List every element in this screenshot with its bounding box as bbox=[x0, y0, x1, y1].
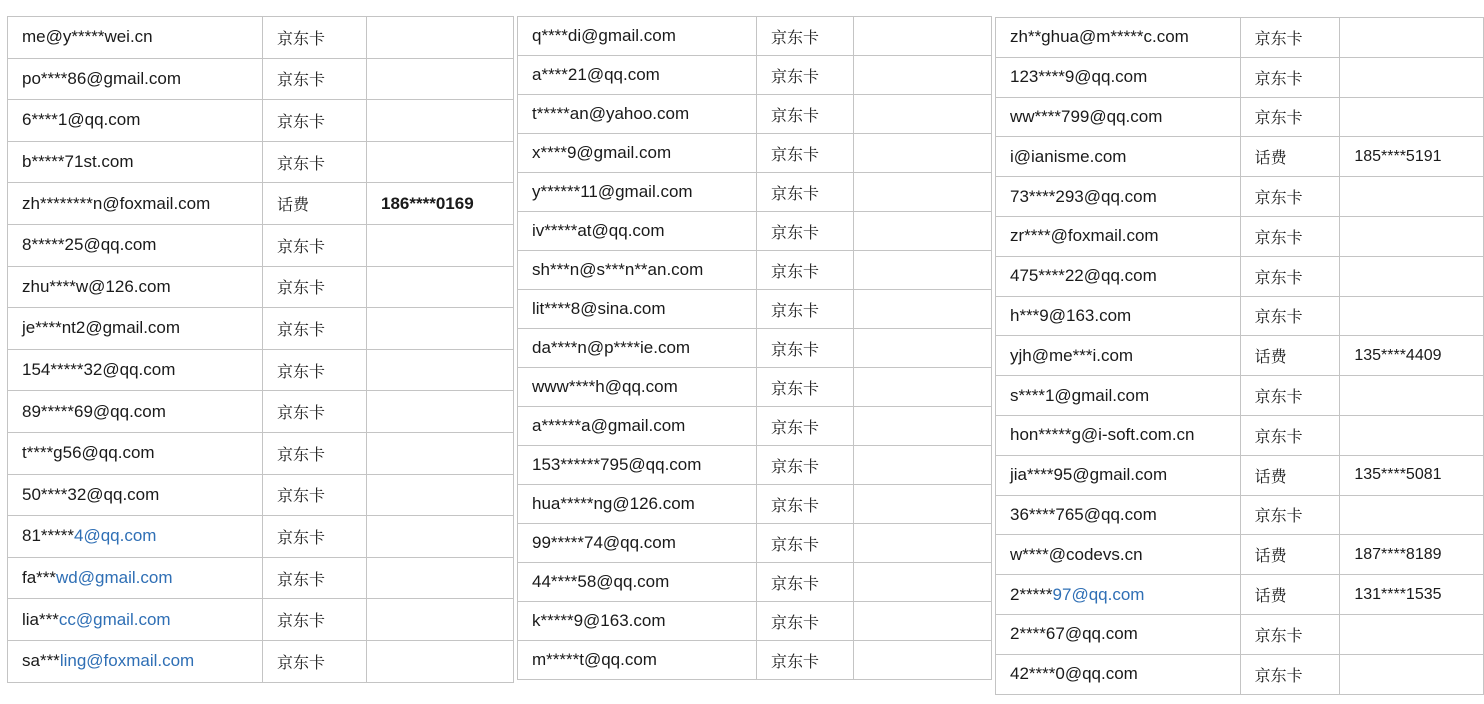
phone-cell bbox=[854, 329, 992, 368]
prize-type-cell: 京东卡 bbox=[757, 524, 854, 563]
email-text: 81***** bbox=[22, 526, 74, 546]
email-text: 123****9@qq.com bbox=[1010, 67, 1148, 87]
table-row bbox=[8, 141, 514, 183]
email-cell bbox=[996, 415, 1241, 455]
prize-type-cell: 京东卡 bbox=[1240, 376, 1340, 416]
email-text: i@ianisme.com bbox=[1010, 146, 1127, 166]
table-row bbox=[518, 56, 992, 95]
table-row bbox=[518, 290, 992, 329]
phone-cell bbox=[1340, 654, 1484, 694]
table-row bbox=[518, 173, 992, 212]
email-text: t****g56@qq.com bbox=[22, 443, 155, 463]
prize-type-cell: 京东卡 bbox=[263, 141, 367, 183]
table-row bbox=[996, 216, 1484, 256]
prize-type-cell: 京东卡 bbox=[757, 212, 854, 251]
prize-type-cell: 京东卡 bbox=[263, 349, 367, 391]
email-text: 2***** bbox=[1010, 584, 1053, 604]
email-cell bbox=[996, 614, 1241, 654]
email-text: 89*****69@qq.com bbox=[22, 401, 166, 421]
email-text: je****nt2@gmail.com bbox=[22, 318, 181, 338]
prize-type-cell: 京东卡 bbox=[757, 407, 854, 446]
prize-type-cell: 京东卡 bbox=[1240, 296, 1340, 336]
phone-cell bbox=[854, 212, 992, 251]
email-cell bbox=[518, 134, 757, 173]
phone-cell bbox=[1340, 614, 1484, 654]
prize-type-cell: 京东卡 bbox=[757, 563, 854, 602]
email-cell bbox=[518, 485, 757, 524]
phone-cell bbox=[854, 641, 992, 680]
email-text: k*****9@163.com bbox=[532, 611, 666, 630]
email-text: q****di@gmail.com bbox=[532, 26, 676, 45]
prize-type-cell: 京东卡 bbox=[757, 602, 854, 641]
phone-cell bbox=[1340, 376, 1484, 416]
table-row bbox=[518, 485, 992, 524]
prize-type-cell: 京东卡 bbox=[263, 432, 367, 474]
phone-cell bbox=[367, 17, 514, 59]
email-cell bbox=[8, 599, 263, 641]
email-text: 50****32@qq.com bbox=[22, 484, 160, 504]
table-row bbox=[8, 58, 514, 100]
prize-type-cell: 京东卡 bbox=[263, 308, 367, 350]
table-row bbox=[996, 535, 1484, 575]
table-row bbox=[8, 100, 514, 142]
email-text: hon*****g@i-soft.com.cn bbox=[1010, 425, 1195, 445]
phone-cell bbox=[367, 58, 514, 100]
email-cell bbox=[518, 290, 757, 329]
email-text: zh********n@foxmail.com bbox=[22, 193, 211, 213]
prize-type-cell: 京东卡 bbox=[263, 391, 367, 433]
email-cell bbox=[996, 535, 1241, 575]
email-cell bbox=[518, 641, 757, 680]
phone-cell: 135****4409 bbox=[1340, 336, 1484, 376]
email-text: t*****an@yahoo.com bbox=[532, 104, 690, 123]
prize-type-cell: 京东卡 bbox=[757, 17, 854, 56]
winners-table-3 bbox=[995, 17, 1484, 695]
email-text: 8*****25@qq.com bbox=[22, 235, 157, 255]
winners-table-2 bbox=[517, 16, 992, 680]
phone-cell bbox=[1340, 415, 1484, 455]
email-cell bbox=[518, 446, 757, 485]
table-row bbox=[8, 557, 514, 599]
prize-type-cell: 京东卡 bbox=[263, 474, 367, 516]
table-row bbox=[518, 446, 992, 485]
table-row bbox=[518, 134, 992, 173]
email-cell bbox=[8, 266, 263, 308]
email-cell bbox=[518, 602, 757, 641]
prize-type-cell: 话费 bbox=[1240, 575, 1340, 615]
email-cell bbox=[518, 524, 757, 563]
prize-type-cell: 京东卡 bbox=[1240, 57, 1340, 97]
email-cell bbox=[518, 95, 757, 134]
email-text: x****9@gmail.com bbox=[532, 143, 672, 162]
email-cell bbox=[996, 376, 1241, 416]
email-text: zr****@foxmail.com bbox=[1010, 226, 1159, 246]
table-row bbox=[996, 256, 1484, 296]
phone-cell bbox=[367, 516, 514, 558]
email-cell bbox=[8, 17, 263, 59]
prize-type-cell: 京东卡 bbox=[263, 599, 367, 641]
email-cell bbox=[8, 557, 263, 599]
email-cell bbox=[996, 57, 1241, 97]
phone-cell bbox=[367, 141, 514, 183]
email-cell bbox=[996, 18, 1241, 58]
email-cell bbox=[8, 183, 263, 225]
prize-type-cell: 话费 bbox=[1240, 137, 1340, 177]
email-cell bbox=[996, 654, 1241, 694]
table-row bbox=[8, 432, 514, 474]
prize-type-cell: 京东卡 bbox=[757, 56, 854, 95]
table-row bbox=[996, 97, 1484, 137]
phone-cell bbox=[854, 290, 992, 329]
phone-cell bbox=[367, 640, 514, 682]
email-cell bbox=[996, 336, 1241, 376]
email-cell bbox=[518, 407, 757, 446]
table-row bbox=[996, 296, 1484, 336]
table-row bbox=[996, 575, 1484, 615]
table-row bbox=[996, 614, 1484, 654]
email-text: y******11@gmail.com bbox=[532, 182, 693, 201]
table-body bbox=[996, 18, 1484, 695]
table-row bbox=[518, 95, 992, 134]
table-row bbox=[996, 57, 1484, 97]
prize-type-cell: 京东卡 bbox=[757, 134, 854, 173]
prize-type-cell: 京东卡 bbox=[263, 516, 367, 558]
prize-type-cell: 京东卡 bbox=[263, 17, 367, 59]
email-cell bbox=[8, 391, 263, 433]
email-cell bbox=[996, 216, 1241, 256]
table-row bbox=[8, 474, 514, 516]
email-text: lia*** bbox=[22, 609, 59, 629]
table-row bbox=[8, 266, 514, 308]
email-text: m*****t@qq.com bbox=[532, 650, 657, 669]
table-row bbox=[8, 516, 514, 558]
prize-type-cell: 京东卡 bbox=[1240, 495, 1340, 535]
phone-cell bbox=[854, 95, 992, 134]
email-cell bbox=[518, 251, 757, 290]
prize-type-cell: 京东卡 bbox=[757, 173, 854, 212]
table-row bbox=[8, 224, 514, 266]
prize-type-cell: 京东卡 bbox=[757, 485, 854, 524]
email-cell bbox=[8, 58, 263, 100]
email-cell bbox=[996, 97, 1241, 137]
email-text: a******a@gmail.com bbox=[532, 416, 686, 435]
email-cell bbox=[518, 17, 757, 56]
phone-cell bbox=[367, 100, 514, 142]
table-row bbox=[996, 654, 1484, 694]
email-link[interactable]: wd@gmail.com bbox=[56, 568, 173, 588]
winners-table-1 bbox=[7, 16, 514, 683]
prize-type-cell: 京东卡 bbox=[1240, 415, 1340, 455]
table-row bbox=[996, 177, 1484, 217]
table-row bbox=[518, 563, 992, 602]
email-text: a****21@qq.com bbox=[532, 65, 660, 84]
email-text: iv*****at@qq.com bbox=[532, 221, 665, 240]
email-link[interactable]: 97@qq.com bbox=[1052, 584, 1145, 604]
phone-cell bbox=[854, 446, 992, 485]
phone-cell bbox=[854, 134, 992, 173]
email-cell bbox=[518, 173, 757, 212]
email-link[interactable]: cc@gmail.com bbox=[58, 609, 171, 629]
phone-cell bbox=[854, 173, 992, 212]
table-row bbox=[996, 376, 1484, 416]
prize-type-cell: 京东卡 bbox=[757, 329, 854, 368]
phone-cell: 187****8189 bbox=[1340, 535, 1484, 575]
prize-type-cell: 京东卡 bbox=[757, 446, 854, 485]
table-row bbox=[518, 251, 992, 290]
phone-cell bbox=[1340, 256, 1484, 296]
email-cell bbox=[996, 575, 1241, 615]
prize-type-cell: 京东卡 bbox=[1240, 256, 1340, 296]
table-body bbox=[8, 17, 514, 683]
email-text: 2****67@qq.com bbox=[1010, 624, 1138, 644]
email-text: yjh@me***i.com bbox=[1010, 345, 1134, 365]
phone-cell bbox=[854, 56, 992, 95]
prize-type-cell: 京东卡 bbox=[263, 557, 367, 599]
email-text: s****1@gmail.com bbox=[1010, 385, 1150, 405]
prize-type-cell: 京东卡 bbox=[757, 368, 854, 407]
table-row bbox=[518, 602, 992, 641]
email-cell bbox=[8, 474, 263, 516]
table-row bbox=[996, 18, 1484, 58]
phone-cell bbox=[854, 602, 992, 641]
email-cell bbox=[8, 432, 263, 474]
phone-cell bbox=[854, 563, 992, 602]
email-text: sh***n@s***n**an.com bbox=[532, 260, 704, 279]
phone-cell bbox=[854, 524, 992, 563]
phone-cell bbox=[367, 391, 514, 433]
phone-cell: 131****1535 bbox=[1340, 575, 1484, 615]
phone-cell bbox=[854, 485, 992, 524]
table-row bbox=[518, 524, 992, 563]
prize-type-cell: 京东卡 bbox=[757, 95, 854, 134]
email-text: w****@codevs.cn bbox=[1010, 544, 1143, 564]
prize-type-cell: 京东卡 bbox=[1240, 18, 1340, 58]
email-text: 6****1@qq.com bbox=[22, 110, 141, 130]
phone-cell bbox=[1340, 57, 1484, 97]
email-cell bbox=[518, 368, 757, 407]
prize-type-cell: 京东卡 bbox=[1240, 654, 1340, 694]
prize-type-cell: 话费 bbox=[1240, 336, 1340, 376]
phone-cell bbox=[1340, 97, 1484, 137]
prize-type-cell: 京东卡 bbox=[1240, 97, 1340, 137]
prize-type-cell: 京东卡 bbox=[263, 100, 367, 142]
prize-type-cell: 话费 bbox=[1240, 455, 1340, 495]
table-row bbox=[518, 212, 992, 251]
email-cell bbox=[8, 141, 263, 183]
email-cell bbox=[518, 563, 757, 602]
email-text: 73****293@qq.com bbox=[1010, 186, 1157, 206]
table-row bbox=[518, 329, 992, 368]
prize-type-cell: 京东卡 bbox=[263, 58, 367, 100]
table-row bbox=[8, 349, 514, 391]
phone-cell bbox=[367, 474, 514, 516]
email-cell bbox=[996, 137, 1241, 177]
email-text: 154*****32@qq.com bbox=[22, 360, 176, 380]
email-text: www****h@qq.com bbox=[532, 377, 678, 396]
email-cell bbox=[996, 177, 1241, 217]
phone-cell bbox=[854, 251, 992, 290]
table-row bbox=[996, 495, 1484, 535]
email-text: lit****8@sina.com bbox=[532, 299, 666, 318]
email-text: 42****0@qq.com bbox=[1010, 664, 1138, 684]
prize-type-cell: 话费 bbox=[1240, 535, 1340, 575]
email-text: 99*****74@qq.com bbox=[532, 533, 676, 552]
phone-cell bbox=[1340, 18, 1484, 58]
email-cell bbox=[8, 640, 263, 682]
email-cell bbox=[996, 455, 1241, 495]
prize-type-cell: 京东卡 bbox=[1240, 177, 1340, 217]
prize-type-cell: 京东卡 bbox=[263, 640, 367, 682]
phone-cell bbox=[367, 224, 514, 266]
table-row bbox=[8, 17, 514, 59]
email-text: 44****58@qq.com bbox=[532, 572, 670, 591]
phone-cell bbox=[1340, 177, 1484, 217]
phone-cell bbox=[367, 432, 514, 474]
email-text: jia****95@gmail.com bbox=[1010, 465, 1168, 485]
email-text: zh**ghua@m*****c.com bbox=[1010, 27, 1189, 47]
table-row bbox=[8, 599, 514, 641]
prize-type-cell: 京东卡 bbox=[757, 290, 854, 329]
table-row bbox=[518, 17, 992, 56]
phone-cell bbox=[367, 308, 514, 350]
table-body bbox=[518, 17, 992, 680]
table-row bbox=[518, 368, 992, 407]
phone-cell: 186****0169 bbox=[367, 183, 514, 225]
phone-cell bbox=[1340, 216, 1484, 256]
email-cell bbox=[518, 56, 757, 95]
email-text: 36****765@qq.com bbox=[1010, 504, 1157, 524]
email-link[interactable]: ling@foxmail.com bbox=[59, 651, 195, 671]
email-cell bbox=[518, 329, 757, 368]
email-text: da****n@p****ie.com bbox=[532, 338, 691, 357]
phone-cell: 135****5081 bbox=[1340, 455, 1484, 495]
email-text: sa*** bbox=[22, 651, 60, 671]
table-row bbox=[996, 137, 1484, 177]
prize-type-cell: 话费 bbox=[263, 183, 367, 225]
email-cell bbox=[8, 516, 263, 558]
table-row bbox=[8, 308, 514, 350]
phone-cell bbox=[854, 407, 992, 446]
phone-cell bbox=[367, 349, 514, 391]
email-cell bbox=[8, 100, 263, 142]
table-row bbox=[996, 415, 1484, 455]
email-text: h***9@163.com bbox=[1010, 305, 1132, 325]
phone-cell bbox=[367, 599, 514, 641]
phone-cell bbox=[367, 266, 514, 308]
table-row bbox=[518, 641, 992, 680]
email-link[interactable]: 4@qq.com bbox=[74, 526, 157, 546]
email-text: po****86@gmail.com bbox=[22, 68, 182, 88]
email-cell bbox=[518, 212, 757, 251]
phone-cell bbox=[1340, 495, 1484, 535]
email-text: 475****22@qq.com bbox=[1010, 266, 1157, 286]
email-text: b*****71st.com bbox=[22, 152, 134, 172]
table-row bbox=[996, 336, 1484, 376]
prize-type-cell: 京东卡 bbox=[1240, 614, 1340, 654]
prize-type-cell: 京东卡 bbox=[263, 224, 367, 266]
phone-cell bbox=[1340, 296, 1484, 336]
email-cell bbox=[8, 308, 263, 350]
email-text: hua*****ng@126.com bbox=[532, 494, 695, 513]
email-cell bbox=[996, 256, 1241, 296]
email-cell bbox=[8, 349, 263, 391]
table-row bbox=[8, 391, 514, 433]
table-row bbox=[8, 183, 514, 225]
prize-type-cell: 京东卡 bbox=[757, 251, 854, 290]
email-cell bbox=[8, 224, 263, 266]
email-text: fa*** bbox=[22, 568, 57, 588]
prize-type-cell: 京东卡 bbox=[757, 641, 854, 680]
email-text: ww****799@qq.com bbox=[1010, 106, 1163, 126]
table-row bbox=[518, 407, 992, 446]
email-cell bbox=[996, 296, 1241, 336]
phone-cell bbox=[367, 557, 514, 599]
prize-type-cell: 京东卡 bbox=[1240, 216, 1340, 256]
table-row bbox=[996, 455, 1484, 495]
email-text: me@y*****wei.cn bbox=[22, 27, 153, 47]
prize-type-cell: 京东卡 bbox=[263, 266, 367, 308]
email-text: 153******795@qq.com bbox=[532, 455, 702, 474]
email-text: zhu****w@126.com bbox=[22, 276, 171, 296]
table-row bbox=[8, 640, 514, 682]
phone-cell bbox=[854, 368, 992, 407]
phone-cell: 185****5191 bbox=[1340, 137, 1484, 177]
email-cell bbox=[996, 495, 1241, 535]
phone-cell bbox=[854, 17, 992, 56]
